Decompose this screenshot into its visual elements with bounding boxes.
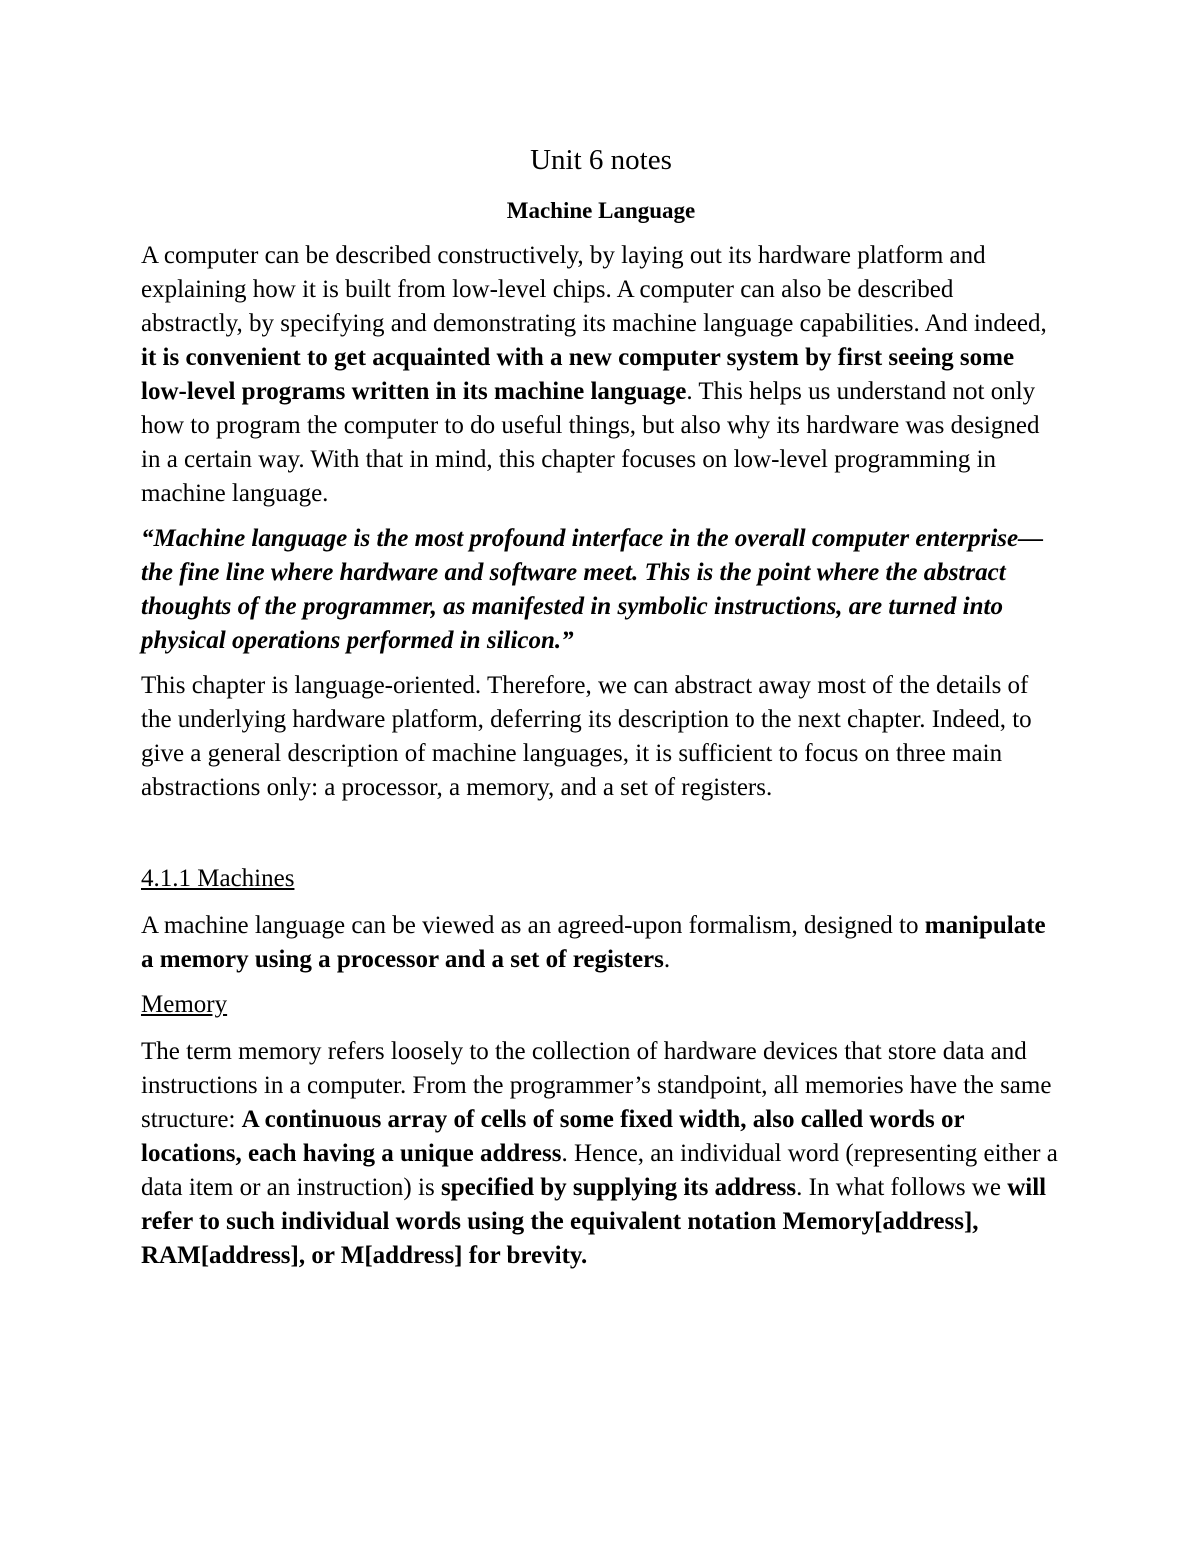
memory-bold-text-d: specified by supplying its address (440, 1174, 797, 1201)
memory-bold-text-b: A continuous array of cells of some fixed width, also called words or locations, each having a unique address (141, 1106, 965, 1167)
memory-paragraph (141, 1035, 1061, 1273)
machines-text-a: A machine language can be viewed as an agreed-upon formalism, designed to (141, 912, 925, 939)
section-heading-memory: Memory (141, 991, 228, 1018)
memory-bold-text-f: will refer to such individual words using the equivalent notation Memory[address], RAM[address], or M[address] for brevity. (141, 1174, 1047, 1269)
intro-text-a: A computer can be described constructively, by laying out its hardware platform and explaining how it is built from low-level chips. A computer can also be described abstractly, by specifying and demonstrating its machine language capabilities. And indeed, (141, 242, 1047, 337)
section-spacer (141, 816, 1061, 862)
machines-bold-text: manipulate a memory using a processor and a set of registers (141, 912, 1046, 973)
page-title: Unit 6 notes (530, 144, 672, 176)
machines-text-c: . (663, 946, 671, 973)
memory-text-a: The term memory refers loosely to the collection of hardware devices that store data and instructions in a computer. From the programmer’s standpoint, all memories have the same structure: (141, 1038, 1052, 1133)
intro-bold-text: it is convenient to get acquainted with a new computer system by first seeing some low-level programs written in its machine language (141, 344, 1015, 405)
section-heading-machines: 4.1.1 Machines (141, 865, 295, 892)
machines-paragraph (141, 909, 1061, 977)
memory-text-e: . In what follows we (796, 1174, 1008, 1201)
memory-text-c: . Hence, an individual word (representing either a data item or an instruction) is (141, 1140, 1058, 1201)
intro-text-c: . This helps us understand not only how to program the computer to do useful things, but also why its hardware was designed in a certain way. With that in mind, this chapter focuses on low-level programming in machine language. (141, 378, 1040, 507)
page-subtitle: Machine Language (506, 198, 696, 223)
quote-paragraph: “Machine language is the most profound interface in the overall computer enterprise—the fine line where hardware and software meet. This is the point where the abstract thoughts of the programmer, as manifested in symbolic instructions, are turned into physical operations performed in silicon.” (141, 525, 1044, 654)
document-content (141, 140, 1061, 1284)
intro-paragraph (141, 239, 1061, 511)
chapter-paragraph: This chapter is language-oriented. Therefore, we can abstract away most of the details of the underlying hardware platform, deferring its description to the next chapter. Indeed, to give a general description of machine languages, it is sufficient to focus on three main abstractions only: a processor, a memory, and a set of registers. (141, 672, 1032, 801)
